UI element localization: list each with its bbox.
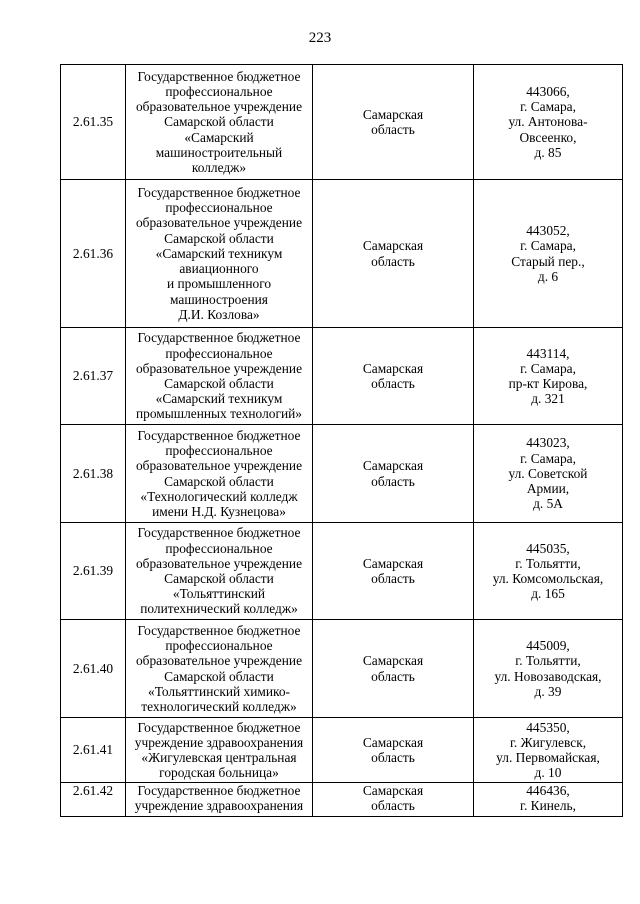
institution-name-line: профессиональное [165, 345, 273, 361]
institution-name-line: профессиональное [165, 443, 273, 459]
region-line: Самарская [362, 238, 424, 254]
region [313, 783, 474, 817]
institution-name-line: «Технологический колледж [140, 488, 298, 504]
institution-name-line: и промышленного [166, 276, 272, 292]
postal-address-line: д. 321 [531, 391, 565, 407]
institution-name-line: профессиональное [165, 83, 273, 99]
region-line: Самарская [362, 555, 424, 571]
institution-name-line: Государственное бюджетное [137, 525, 301, 541]
postal-address-line: 445350, [526, 719, 570, 735]
region-line: область [371, 750, 415, 765]
institution-name-line: «Самарский техникум [155, 245, 283, 261]
institution-name-line: Государственное бюджетное [137, 427, 301, 443]
page-number: 223 [308, 30, 332, 46]
institution-name-line: Самарской области [164, 114, 274, 130]
institution-name [126, 328, 313, 425]
postal-address-line: д. 6 [537, 268, 559, 284]
postal-address [474, 180, 623, 328]
postal-address-line: Армии, [526, 481, 570, 497]
postal-address-line: ул. Первомайская, [496, 750, 600, 765]
institution-name-line: «Жигулевская центральная [141, 750, 297, 765]
institution-name [126, 783, 313, 817]
institution-name-line: Самарской области [164, 376, 274, 391]
postal-address-line: д. 39 [534, 683, 562, 699]
institution-name-line: учреждение здравоохранения [134, 798, 304, 814]
institution-name-line: образовательное учреждение [135, 360, 303, 376]
institution-name-line: образовательное учреждение [135, 458, 303, 474]
institution-name-line: машиностроения [170, 291, 268, 307]
institution-name-line: образовательное учреждение [135, 555, 303, 571]
postal-address-line: г. Самара, [520, 99, 576, 115]
registry-table-body [61, 65, 623, 817]
entry-code: 2.61.36 [61, 180, 126, 328]
postal-address [474, 620, 623, 718]
institution-name-line: Государственное бюджетное [137, 330, 301, 346]
region-line: Самарская [362, 106, 424, 122]
table-row [61, 328, 623, 425]
registry-table [60, 64, 623, 817]
institution-name-line: «Самарский техникум [155, 391, 283, 407]
institution-name-line: имени Н.Д. Кузнецова» [152, 503, 286, 519]
institution-name-line: профессиональное [165, 200, 273, 216]
institution-name-line: технологический колледж» [141, 698, 297, 714]
entry-code: 2.61.41 [61, 718, 126, 783]
region-line: область [371, 668, 415, 684]
postal-address-line: ул. Комсомольская, [492, 571, 604, 586]
postal-address-line: ул. Антонова- [508, 114, 588, 130]
institution-name-line: Государственное бюджетное [137, 68, 301, 84]
institution-name-line: городская больница» [159, 765, 279, 781]
institution-name-line: Д.И. Козлова» [178, 306, 260, 322]
entry-code: 2.61.38 [61, 425, 126, 523]
postal-address-line: 443114, [526, 345, 570, 361]
postal-address-line: г. Тольятти, [515, 555, 581, 571]
region-line: Самарская [362, 734, 424, 750]
institution-name-line: образовательное учреждение [135, 215, 303, 231]
region [313, 523, 474, 620]
institution-name [126, 718, 313, 783]
table-row [61, 425, 623, 523]
postal-address-line: д. 85 [534, 144, 562, 160]
region-line: Самарская [362, 458, 424, 474]
postal-address [474, 718, 623, 783]
region-line: область [371, 122, 415, 137]
institution-name-line: авиационного [179, 261, 259, 277]
region-line: область [371, 253, 415, 269]
table-row [61, 180, 623, 328]
institution-name-line: профессиональное [165, 638, 273, 654]
postal-address-line: 443066, [526, 83, 570, 99]
institution-name-line: промышленных технологий» [136, 406, 302, 422]
postal-address [474, 425, 623, 523]
postal-address-line: г. Самара, [520, 450, 576, 466]
region [313, 180, 474, 328]
institution-name-line: Самарской области [164, 668, 274, 684]
institution-name-line: «Тольяттинский химико- [148, 683, 290, 699]
institution-name [126, 425, 313, 523]
postal-address-line: г. Тольятти, [515, 653, 581, 669]
region [313, 718, 474, 783]
institution-name-line: образовательное учреждение [135, 99, 303, 115]
institution-name-line: Самарской области [164, 230, 274, 246]
postal-address-line: д. 10 [534, 765, 562, 781]
postal-address-line: г. Самара, [520, 238, 576, 254]
table-row [61, 783, 623, 817]
region-line: Самарская [362, 360, 424, 376]
region [313, 328, 474, 425]
institution-name-line: Государственное бюджетное [137, 783, 301, 798]
region [313, 65, 474, 180]
postal-address-line: г. Кинель, [519, 798, 577, 814]
institution-name-line: колледж» [191, 160, 247, 175]
institution-name-line: Самарской области [164, 473, 274, 489]
postal-address-line: 445035, [526, 540, 570, 556]
entry-code: 2.61.39 [61, 523, 126, 620]
entry-code: 2.61.35 [61, 65, 126, 180]
entry-code: 2.61.37 [61, 328, 126, 425]
region-line: область [371, 376, 415, 391]
region-line: Самарская [362, 783, 424, 798]
postal-address [474, 328, 623, 425]
institution-name [126, 180, 313, 328]
postal-address-line: 445009, [526, 638, 570, 654]
table-row [61, 65, 623, 180]
entry-code: 2.61.42 [61, 783, 126, 817]
postal-address-line: д. 5А [533, 496, 563, 512]
postal-address-line: Старый пер., [511, 253, 585, 269]
institution-name-line: политехнический колледж» [140, 601, 298, 617]
institution-name [126, 620, 313, 718]
table-row [61, 620, 623, 718]
region-line: область [371, 798, 415, 814]
institution-name-line: образовательное учреждение [135, 653, 303, 669]
institution-name-line: учреждение здравоохранения [134, 734, 304, 750]
region [313, 425, 474, 523]
table-row [61, 523, 623, 620]
region-line: область [371, 473, 415, 489]
entry-code: 2.61.40 [61, 620, 126, 718]
postal-address-line: ул. Новозаводская, [494, 668, 602, 684]
postal-address [474, 65, 623, 180]
postal-address-line: пр-кт Кирова, [508, 376, 588, 391]
institution-name [126, 65, 313, 180]
institution-name-line: «Самарский [184, 129, 254, 145]
table-row [61, 718, 623, 783]
postal-address-line: г. Самара, [520, 360, 576, 376]
postal-address-line: 443052, [526, 223, 570, 239]
postal-address-line: г. Жигулевск, [509, 734, 587, 750]
postal-address [474, 783, 623, 817]
postal-address-line: д. 165 [531, 586, 565, 602]
institution-name [126, 523, 313, 620]
institution-name-line: машиностроительный [155, 144, 283, 160]
postal-address [474, 523, 623, 620]
postal-address-line: 443023, [526, 435, 570, 451]
institution-name-line: Самарской области [164, 571, 274, 586]
institution-name-line: профессиональное [165, 540, 273, 556]
institution-name-line: «Тольяттинский [172, 586, 266, 602]
region-line: область [371, 571, 415, 586]
institution-name-line: Государственное бюджетное [137, 185, 301, 201]
region [313, 620, 474, 718]
postal-address-line: 446436, [526, 783, 570, 798]
institution-name-line: Государственное бюджетное [137, 622, 301, 638]
institution-name-line: Государственное бюджетное [137, 719, 301, 735]
region-line: Самарская [362, 653, 424, 669]
postal-address-line: ул. Советской [508, 465, 588, 481]
postal-address-line: Овсеенко, [519, 129, 577, 145]
